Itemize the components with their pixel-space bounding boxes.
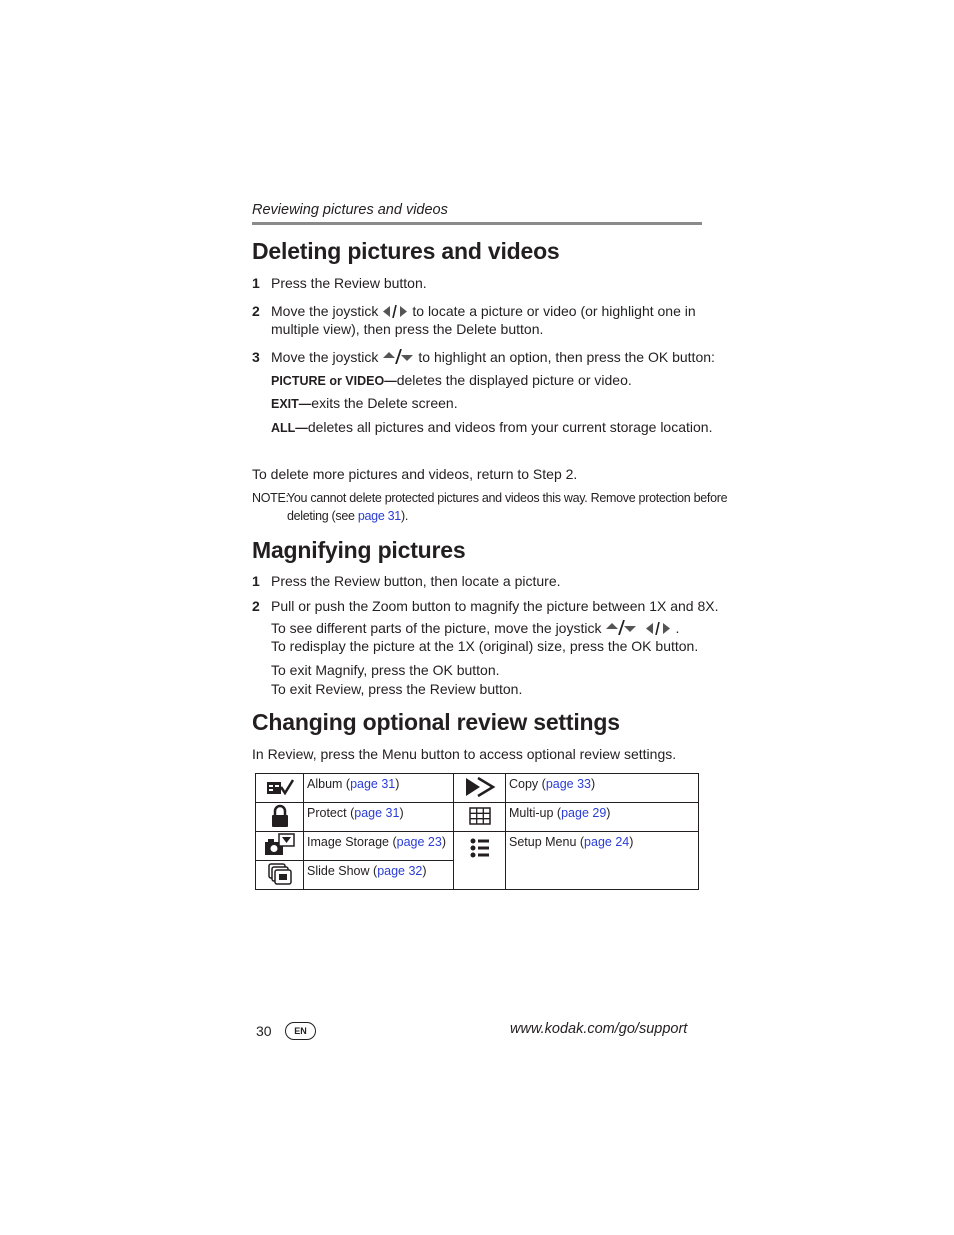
step-text-cont: to highlight an option, then press the OK button: [418, 349, 715, 365]
album-icon [265, 786, 295, 800]
note-line-1: You cannot delete protected pictures and videos this way. Remove protection before [287, 491, 728, 505]
slide-show-cell [304, 861, 454, 890]
step-text: Press the Review button. [271, 275, 427, 291]
pan-text-end: . [675, 620, 680, 636]
slide-show-icon [268, 874, 292, 888]
magnify-exit-review-line: To exit Review, press the Review button. [271, 681, 523, 697]
delete-step-2-line2: multiple view), then press the Delete button. [271, 321, 544, 337]
setup-menu-label: Setup Menu ( [509, 835, 585, 849]
protect-cell [304, 803, 454, 832]
header-rule [252, 222, 702, 225]
image-storage-cell [304, 832, 454, 861]
note-text-end: ). [400, 509, 408, 523]
step-number: 3 [252, 349, 260, 365]
option-label: EXIT— [271, 397, 312, 411]
section-title-settings: Changing optional review settings [252, 709, 620, 735]
step-text: Move the joystick [271, 303, 379, 319]
section-title-magnifying: Magnifying pictures [252, 537, 466, 563]
setup-menu-cell [506, 832, 699, 890]
page-link[interactable]: page 23 [396, 835, 442, 849]
album-cell [304, 774, 454, 803]
delete-option-exit [271, 394, 458, 413]
label-close: ) [629, 835, 634, 849]
label-close: ) [606, 806, 611, 820]
multi-up-label: Multi-up ( [509, 806, 562, 820]
page-link[interactable]: page 32 [377, 864, 423, 878]
multi-up-grid-icon [469, 814, 491, 828]
album-icon-cell [256, 774, 304, 803]
note-text: deleting (see [287, 509, 358, 523]
page-link[interactable]: page 31 [354, 806, 400, 820]
step-number: 2 [252, 303, 260, 319]
magnify-exit-magnify-line: To exit Magnify, press the OK button. [271, 662, 500, 678]
album-label: Album ( [307, 777, 351, 791]
option-text: deletes all pictures and videos from your current storage location. [307, 419, 713, 435]
page-link[interactable]: page 24 [584, 835, 630, 849]
delete-step-1 [252, 274, 427, 292]
lock-icon [270, 817, 290, 831]
delete-step-2 [252, 302, 696, 320]
label-close: ) [441, 835, 446, 849]
multi-up-cell [506, 803, 699, 832]
step-text: Pull or push the Zoom button to magnify the picture between 1X and 8X. [271, 598, 719, 614]
note-label: NOTE: [252, 491, 289, 505]
option-text: deletes the displayed picture or video. [396, 372, 632, 388]
option-text: exits the Delete screen. [311, 395, 458, 411]
image-storage-icon [264, 846, 296, 860]
label-close: ) [591, 777, 596, 791]
delete-step-3 [252, 348, 715, 366]
delete-option-picture-video [271, 371, 632, 390]
copy-label: Copy ( [509, 777, 546, 791]
step-text-cont: to locate a picture or video (or highlight one in [412, 303, 696, 319]
step-text: Press the Review button, then locate a picture. [271, 573, 561, 589]
copy-cell [506, 774, 699, 803]
magnify-redisplay-line: To redisplay the picture at the 1X (original) size, press the OK button. [271, 638, 699, 654]
section-title-deleting: Deleting pictures and videos [252, 238, 560, 264]
note-line-2 [287, 507, 408, 525]
table-row [256, 832, 699, 861]
label-close: ) [399, 806, 404, 820]
joystick-up-down-icon [382, 349, 414, 368]
setup-menu-icon-cell [454, 832, 506, 890]
step-number: 1 [252, 573, 260, 589]
label-close: ) [422, 864, 427, 878]
protect-label: Protect ( [307, 806, 355, 820]
page-link[interactable]: page 31 [357, 509, 401, 523]
copy-icon-cell [454, 774, 506, 803]
step-text: Move the joystick [271, 349, 379, 365]
magnify-step-2 [252, 597, 719, 615]
option-label: ALL— [271, 421, 308, 435]
review-settings-table [255, 773, 699, 890]
language-badge: EN [285, 1022, 316, 1040]
lock-icon-cell [256, 803, 304, 832]
step-number: 2 [252, 598, 260, 614]
image-storage-icon-cell [256, 832, 304, 861]
setup-menu-icon [470, 847, 490, 861]
slide-show-label: Slide Show ( [307, 864, 378, 878]
settings-intro: In Review, press the Menu button to access optional review settings. [252, 746, 677, 762]
page-link[interactable]: page 31 [350, 777, 396, 791]
option-label: PICTURE or VIDEO— [271, 374, 397, 388]
label-close: ) [395, 777, 400, 791]
magnify-step-1 [252, 572, 561, 590]
multi-up-icon-cell [454, 803, 506, 832]
page-number: 30 [256, 1023, 272, 1039]
slide-show-icon-cell [256, 861, 304, 890]
pan-text: To see different parts of the picture, move the joystick [271, 620, 602, 636]
table-row [256, 774, 699, 803]
delete-option-all [271, 418, 712, 437]
running-head: Reviewing pictures and videos [252, 202, 448, 218]
delete-more-text: To delete more pictures and videos, return to Step 2. [252, 466, 578, 482]
step-number: 1 [252, 275, 260, 291]
page-link[interactable]: page 33 [545, 777, 592, 791]
page-link[interactable]: page 29 [561, 806, 607, 820]
support-url[interactable]: www.kodak.com/go/support [510, 1021, 688, 1037]
copy-icon [464, 787, 496, 801]
magnify-pan-line [271, 619, 679, 639]
image-storage-label: Image Storage ( [307, 835, 397, 849]
table-row [256, 803, 699, 832]
